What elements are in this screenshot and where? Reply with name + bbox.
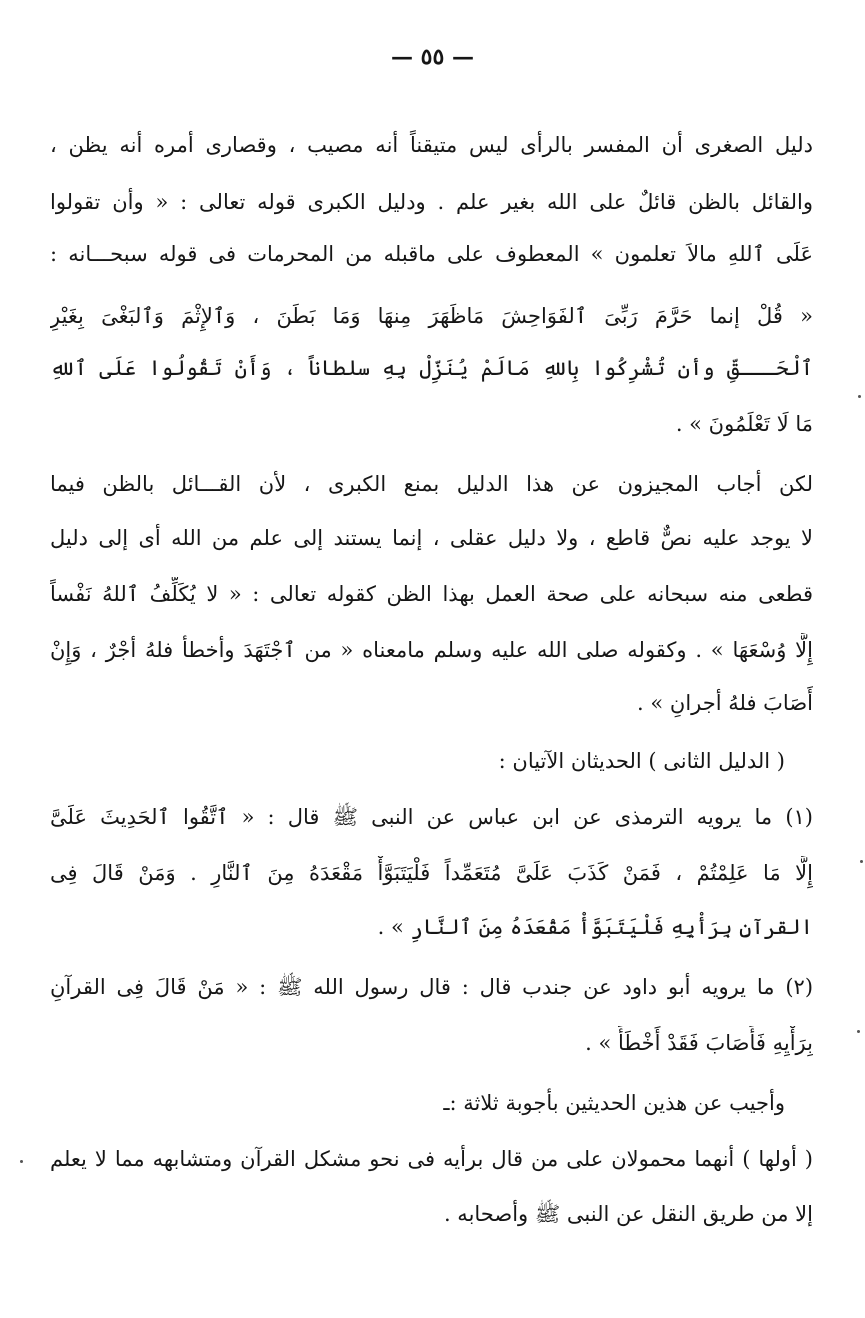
page-number: — ٥٥ — bbox=[391, 44, 474, 70]
hadith-line: بِرَأْيِهِ فَأَصَابَ فَقَدْ أَخْطَأَ » . bbox=[585, 1031, 813, 1055]
text-line: أَصَابَ فلهُ أجرانِ » . bbox=[637, 691, 813, 715]
hadith-line: القرآنِ بِرَأْيِهِ فَلْيَتَبَوَّأْ مَقْعَدَهُ مِنَ ٱلنَّارِ » . bbox=[377, 915, 813, 939]
hadith-line: (٢) ما يرويه أبو داود عن جندب قال : قال رسول الله ﷺ : « مَنْ قَالَ فِى القرآنِ bbox=[50, 975, 813, 999]
text-line: إِلَّا وُسْعَهَا » . وكقوله صلى الله عليه وسلم مامعناه « من ٱجْتَهَدَ وأخطأ فلهُ أجْرٌ ، وَإِنْ bbox=[50, 638, 813, 662]
text-line: دليل الصغرى أن المفسر بالرأى ليس متيقناً أنه مصيب ، وقصارى أمره أنه يظن ، bbox=[50, 133, 813, 157]
text-line: عَلَى ٱللهِ مالاَ تعلمون » المعطوف على ماقبله من المحرمات فى قوله سبحـــانه : bbox=[50, 242, 813, 266]
scan-speck bbox=[858, 395, 861, 398]
text-line: لا يوجد عليه نصٌّ قاطع ، ولا دليل عقلى ، إنما يستند إلى علم من الله أى إلى دليل bbox=[50, 526, 813, 550]
hadith-line: إِلَّا مَا عَلِمْتُمْ ، فَمَنْ كَذَبَ عَلَىَّ مُتَعَمِّداً فَلْيَتَبَوَّأْ مَقْعَدَهُ مِنَ ٱلنَّارِ . وَمَنْ قَالَ فِى bbox=[50, 861, 813, 885]
quran-verse-line: ٱلْحَـــقِّ وأن تُشْرِكُوا بِاللهِ مَالَمْ يُنَزِّلْ بِهِ سلطاناً ، وَأَنْ تَقُولُوا عَلَى ٱللهِ bbox=[50, 356, 813, 380]
text-line: لكن أجاب المجيزون عن هذا الدليل بمنع الكبرى ، لأن القـــائل بالظن فيما bbox=[50, 472, 813, 496]
text-line: إلا من طريق النقل عن النبى ﷺ وأصحابه . bbox=[443, 1202, 813, 1226]
text-line: وأجيب عن هذين الحديثين بأجوبة ثلاثة :ـ bbox=[443, 1091, 785, 1115]
scan-speck bbox=[20, 1160, 23, 1163]
section-heading: ( الدليل الثانى ) الحديثان الآتيان : bbox=[498, 749, 785, 773]
hadith-line: (١) ما يرويه الترمذى عن ابن عباس عن النبى ﷺ قال : « ٱتَّقُوا ٱلحَدِيثَ عَلَىَّ bbox=[50, 805, 813, 829]
text-line: والقائل بالظن قائلٌ على الله بغير علم . ودليل الكبرى قوله تعالى : « وأن تقولوا bbox=[50, 190, 813, 214]
scan-speck bbox=[860, 860, 863, 863]
quran-verse-line: مَا لَا تَعْلَمُونَ » . bbox=[675, 412, 813, 436]
quran-verse-line: « قُلْ إنما حَرَّمَ رَبِّىَ ٱلفَوَاحِشَ مَاظَهَرَ مِنهَا وَمَا بَطَنَ ، وَٱلإِثْمَ وَٱلبَغْىَ بِغَيْرِ bbox=[50, 304, 813, 328]
text-line: قطعى منه سبحانه على صحة العمل بهذا الظن كقوله تعالى : « لا يُكَلِّفُ ٱللهُ نَفْساً bbox=[50, 582, 813, 606]
scan-speck bbox=[857, 1030, 860, 1033]
text-line: ( أولها ) أنهما محمولان على من قال برأيه فى نحو مشكل القرآن ومتشابهه مما لا يعلم bbox=[50, 1147, 813, 1171]
